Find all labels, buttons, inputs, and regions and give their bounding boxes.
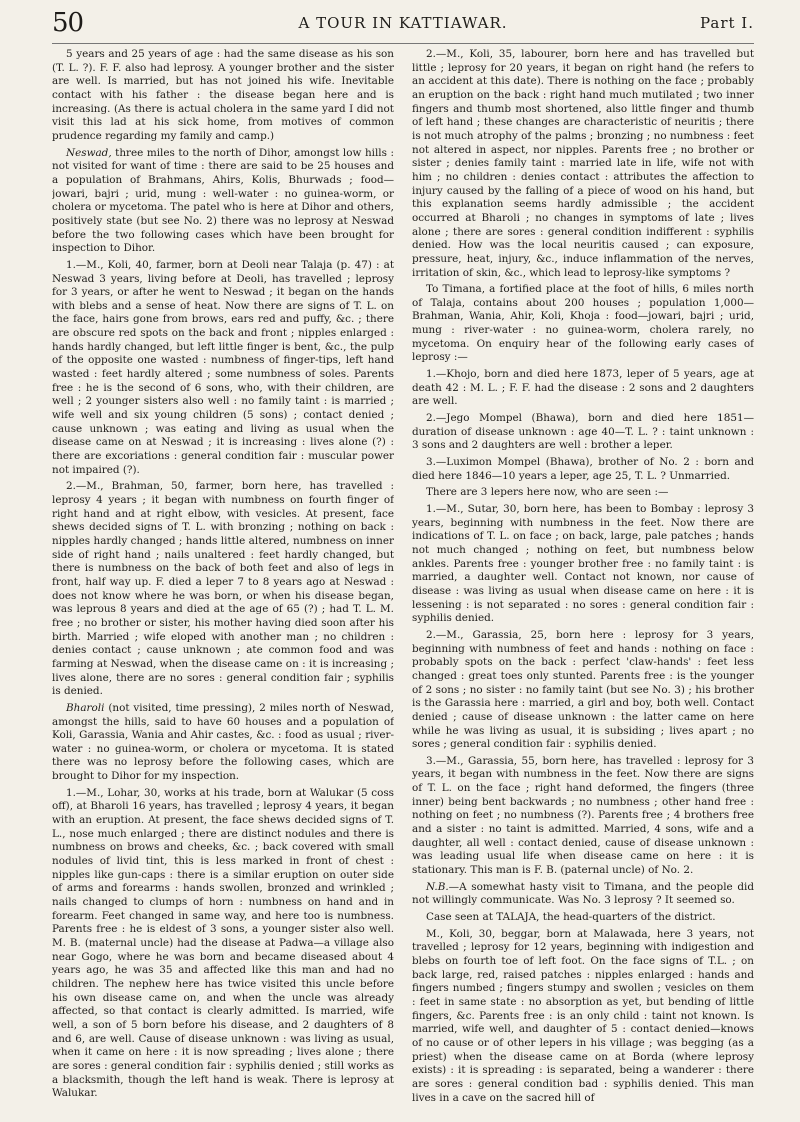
paragraph: [52, 480, 394, 699]
paragraph-text: (not visited, time pressing), 2 miles north of Neswad, amongst the hills, said to have 60 houses and a population of Koli, Garassia, Wania and Ahir castes, &c. : food as usual ; river-water : no guinea-worm, or cholera or mycetoma. It is stated there was no leprosy before the following cases, which are brought to Dihor for my inspection.: [52, 701, 394, 783]
paragraph: [412, 911, 754, 925]
paragraph-text: 1.—M., Koli, 40, farmer, born at Deoli near Talaja (p. 47) : at Neswad 3 years, living before at Deoli, has travelled ; leprosy for 3 years, or after he went to Neswad ; it began on the hands with blebs and a sense of heat. Now there are signs of T. L. on the face, hairs gone from brows, ears red and puffy, &c. ; there are obscure red spots on the back and front ; nipples enlarged : hands hardly changed, but left little finger is bent, &c., the pulp of the opposite one wasted : numbness of finger-tips, left hand wasted : feet hardly altered ; some numbness of soles. Parents free : he is the second of 6 sons, who, with their children, are well ; 2 younger sisters also well : no family taint : is married ; wife well and six young children (5 sons) ; contact denied ; cause unknown ; was eating and living as usual when the disease came on at Neswad ; it is increasing : lives alone (?) : there are excoriations : general condition fair : muscular power not impaired (?).: [52, 258, 394, 476]
paragraph-text: M., Koli, 30, beggar, born at Malawada, here 3 years, not travelled ; leprosy for 12 years, beginning with indigestion and blebs on fourth toe of left foot. On the face signs of T.L. ; on back large, red, raised patches : nipples enlarged : hands and fingers numbed ; fingers stumpy and swollen ; vesicles on them : feet in same state : no absorption as yet, but bending of little fingers, &c. Parents free : is an only child : taint not known. Is married, wife well, and daughter of 5 : contact denied—knows of no cause or of other lepers in his village ; was begging (as a priest) when the disease came on at Borda (where leprosy exists) : it is spreading : is separated, being a wanderer : there are sores : general condition bad : syphilis denied. This man lives in a cave on the sacred hill of: [412, 927, 754, 1104]
paragraph: [412, 368, 754, 409]
paragraph: [52, 702, 394, 784]
paragraph: [412, 928, 754, 1106]
paragraph: [52, 48, 394, 144]
right-column: [412, 48, 754, 1118]
paragraph-text: 5 years and 25 years of age : had the same disease as his son (T. L. ?). F. F. also had leprosy. A younger brother and the sister are well. Is married, but has not joined his wife. Inevitable contact with his father : the disease began here and is increasing. (As there is actual cholera in the same yard I did not visit this lad at his sick home, from motives of common prudence regarding my family and camp.): [52, 48, 394, 142]
paragraph: [52, 147, 394, 256]
paragraph: [412, 755, 754, 878]
paragraph: [52, 259, 394, 478]
paragraph-text: 3.—M., Garassia, 55, born here, has travelled : leprosy for 3 years, it began with numbness in the feet. Now there are signs of T. L. on the face ; right hand deformed, the fingers (three inner) being bent backwards ; no numbness ; other hand free : nothing on feet ; no numbness (?). Parents free ; 4 brothers free and a sister : no taint is admitted. Married, 4 sons, wife and a daughter, all well : contact denied, cause of disease unknown : was leading usual life when disease came on here : it is stationary. This man is F. B. (paternal uncle) of No. 2.: [412, 754, 754, 877]
paragraph-text: 2.—M., Garassia, 25, born here : leprosy for 3 years, beginning with numbness of feet and hands : nothing on face : probably spots on the back : perfect 'claw-hands' : feet less changed : great toes only stunted. Parents free : is the younger of 2 sons ; no sister : no family taint (but see No. 3) ; his brother is the Garassia here : married, a girl and boy, both well. Contact denied ; cause of disease unknown : the latter came on here while he was living as usual, it is subsiding ; lives apart ; no sores ; general condition fair : syphilis denied.: [412, 628, 754, 751]
paragraph: [412, 48, 754, 280]
paragraph-text: To Timana, a fortified place at the foot of hills, 6 miles north of Talaja, contains about 200 houses ; population 1,000—Brahman, Wania, Ahir, Koli, Khoja : food—jowari, bajri ; urid, mung : river-water : no guinea-worm, cholera rarely, no mycetoma. On enquiry hear of the following early cases of leprosy :—: [412, 283, 754, 364]
paragraph-lead: Bharoli: [66, 701, 105, 714]
paragraph-text: There are 3 lepers here now, who are seen :—: [426, 486, 669, 499]
paragraph: [412, 881, 754, 908]
page-number: 50: [52, 8, 84, 38]
paragraph: [52, 787, 394, 1101]
paragraph-lead: Neswad,: [66, 146, 112, 159]
paragraph: [412, 412, 754, 453]
paragraph: [412, 283, 754, 365]
paragraph-text: 1.—M., Lohar, 30, works at his trade, born at Walukar (5 coss off), at Bharoli 16 years, has travelled ; leprosy 4 years, it began with an eruption. At present, the face shews decided signs of T. L., nose much enlarged ; there are distinct nodules and there is numbness on brows and cheeks, &c. ; back covered with small nodules of livid tint, this is less marked in front of chest : nipples like gun-caps : there is a similar eruption on outer side of arms and forearms : hands swollen, bronzed and wrinkled ; nails changed to clumps of horn : numbness on hand and in forearm. Feet changed in same way, and here too is numbness. Parents free : he is eldest of 3 sons, a younger sister also well. M. B. (maternal uncle) had the disease at Padwa—a village also near Gogo, where he was born and became diseased about 4 years ago, he was 35 and affected like this man and had no children. The nephew here has twice visited this uncle before his own disease came on, and when the uncle was already affected, so that contact is clearly admitted. Is married, wife well, a son of 5 born before his disease, and 2 daughters of 8 and 6, are well. Cause of disease unknown : was living as usual, when it came on here : it is now spreading ; lives alone ; there are sores : general condition fair : syphilis denied ; still works as a blacksmith, though the left hand is weak. There is leprosy at Walukar.: [52, 786, 394, 1100]
paragraph: [412, 629, 754, 752]
paragraph-text: Case seen at TALAJA, the head-quarters of the district.: [426, 911, 716, 924]
paragraph-text: 3.—Luximon Mompel (Bhawa), brother of No. 2 : born and died here 1846—10 years a leper, age 25, T. L. ? Unmarried.: [412, 456, 754, 482]
running-title: A TOUR IN KATTIAWAR.: [298, 14, 508, 32]
paragraph-lead: N.B.: [426, 880, 449, 893]
paragraph-text: 2.—Jego Mompel (Bhawa), born and died here 1851—duration of disease unknown : age 40—T. L. ? : taint unknown : 3 sons and 2 daughters are well : brother a leper.: [412, 412, 754, 452]
paragraph: [412, 503, 754, 626]
paragraph-text: three miles to the north of Dihor, amongst low hills : not visited for want of time : there are said to be 25 houses and a population of Brahmans, Ahirs, Kolis, Bhurwads ; food—jowari, bajri ; urid, mung : well-water : no guinea-worm, or cholera or mycetoma. The patel who is here at Dihor and others, positively state (but see No. 2) there was no leprosy at Neswad before the two following cases which have been brought for inspection to Dihor.: [52, 146, 394, 255]
paragraph-text: 1.—Khojo, born and died here 1873, leper of 5 years, age at death 42 : M. L. ; F. F. had the disease : 2 sons and 2 daughters are well.: [412, 368, 754, 408]
paragraph-text: 1.—M., Sutar, 30, born here, has been to Bombay : leprosy 3 years, beginning with numbness in the feet. Now there are indications of T. L. on face ; on back, large, pale patches ; hands not much changed ; nothing on feet, but numbness below ankles. Parents free : younger brother free : no family taint : is married, a daughter well. Contact not known, nor cause of disease : was living as usual when disease came on here : it is lessening : is not separated : no sores : general condition fair : syphilis denied.: [412, 503, 754, 625]
paragraph: [412, 486, 754, 500]
part-label: Part I.: [699, 14, 754, 32]
paragraph-text: 2.—M., Brahman, 50, farmer, born here, has travelled : leprosy 4 years ; it began with numbness on fourth finger of right hand and at right elbow, with vesicles. At present, face shews decided signs of T. L. with bronzing ; nothing on back : nipples hardly changed ; hands little altered, numbness on inner side of right hand ; nails unaltered : feet hardly changed, but there is numbness on the back of both feet and also of legs in front, half way up. F. died a leper 7 to 8 years ago at Neswad : does not know where he was born, or when his disease began, was leprous 8 years and died at the age of 65 (?) ; had T. L. M. free ; no brother or sister, his mother having died soon after his birth. Married ; wife eloped with another man ; no children : denies contact ; cause unknown ; ate common food and was farming at Neswad, when the disease came on : it is increasing ; lives alone, there are no sores : general condition fair ; syphilis is denied.: [52, 480, 394, 698]
text-columns: [52, 48, 754, 1118]
paragraph-text: —A somewhat hasty visit to Timana, and the people did not willingly communicate. Was No. 3 leprosy ? It seemed so.: [412, 880, 754, 907]
paragraph-text: 2.—M., Koli, 35, labourer, born here and has travelled but little ; leprosy for 20 years, it began on right hand (he refers to an accident at this date). There is nothing on the face ; probably an eruption on the back : right hand much mutilated ; two inner fingers and thumb most shortened, also little finger and thumb of left hand ; these changes are characteristic of neuritis ; there is not much atrophy of the palms ; bronzing ; no numbness : feet not altered in aspect, nor nipples. Parents free ; no brother or sister ; denies family taint : married late in life, wife not with him ; no children : denies contact : attributes the affection to injury caused by the falling of a piece of wood on his hand, but this explanation seems hardly admissible ; the accident occurred at Bharoli ; no changes in symptoms of late ; lives alone ; there are sores : general condition indifferent : syphilis denied. How was the local neuritis caused ; can exposure, pressure, heat, injury, &c., induce inflammation of the nerves, irritation of skin, &c., which lead to leprosy-like symptoms ?: [412, 48, 754, 279]
left-column: [52, 48, 394, 1118]
paragraph: [412, 456, 754, 483]
running-header: [52, 3, 754, 44]
